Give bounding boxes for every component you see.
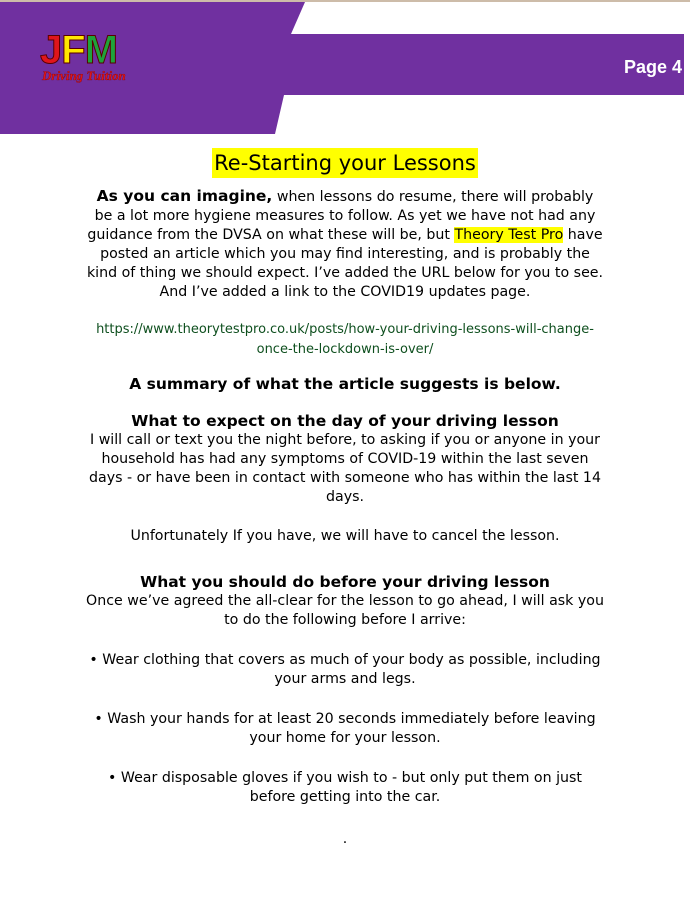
section1-note: Unfortunately If you have, we will have to cancel the lesson. [130, 528, 560, 544]
company-logo [40, 28, 160, 88]
title-wrap [86, 148, 604, 187]
section1-heading: What to expect on the day of your driving lesson [131, 412, 559, 430]
page-number: Page 4 [623, 57, 682, 77]
logo-tagline: Driving Tuition [42, 68, 126, 83]
intro-text-2: have posted an article which you may find interesting, and is probably the kind of thing we should expect. I’ve added the URL below for you to see. And I’ve added a link to the COVID19 updates page. [86, 227, 604, 300]
article-body [86, 148, 604, 849]
section2-body: Once we’ve agreed the all-clear for the lesson to go ahead, I will ask you to do the following before I arrive: [86, 593, 604, 628]
bullet-item: • Wash your hands for at least 20 seconds immediately before leaving your home for your lesson. [94, 711, 596, 746]
bullet-item: • Wear clothing that covers as much of your body as possible, including your arms and legs. [89, 652, 601, 687]
summary-heading: A summary of what the article suggests is below. [129, 375, 561, 393]
intro-text-1: when lessons do resume, there will probably be a lot more hygiene measures to follow. As yet we have not had any guidance from the DVSA on what these will be, but [87, 189, 596, 243]
section2-heading: What you should do before your driving lesson [140, 573, 550, 591]
end-mark: . [342, 831, 348, 847]
logo-letters: JFM [40, 28, 118, 72]
bullet-item: • Wear disposable gloves if you wish to - but only put them on just before getting into the car. [108, 770, 582, 805]
article-url[interactable]: https://www.theorytestpro.co.uk/posts/how-your-driving-lessons-will-change-once-the-lockdown-is-over/ [96, 322, 594, 357]
intro-paragraph [86, 187, 604, 302]
theory-test-pro-highlight: Theory Test Pro [454, 227, 564, 243]
section1-body: I will call or text you the night before, to asking if you or anyone in your household has had any symptoms of COVID-19 within the last seven days - or have been in contact with someone who has within the last 14 days. [89, 432, 601, 505]
intro-lead: As you can imagine, [96, 187, 273, 205]
top-rule [0, 0, 690, 2]
article-title: Re-Starting your Lessons [212, 148, 478, 178]
